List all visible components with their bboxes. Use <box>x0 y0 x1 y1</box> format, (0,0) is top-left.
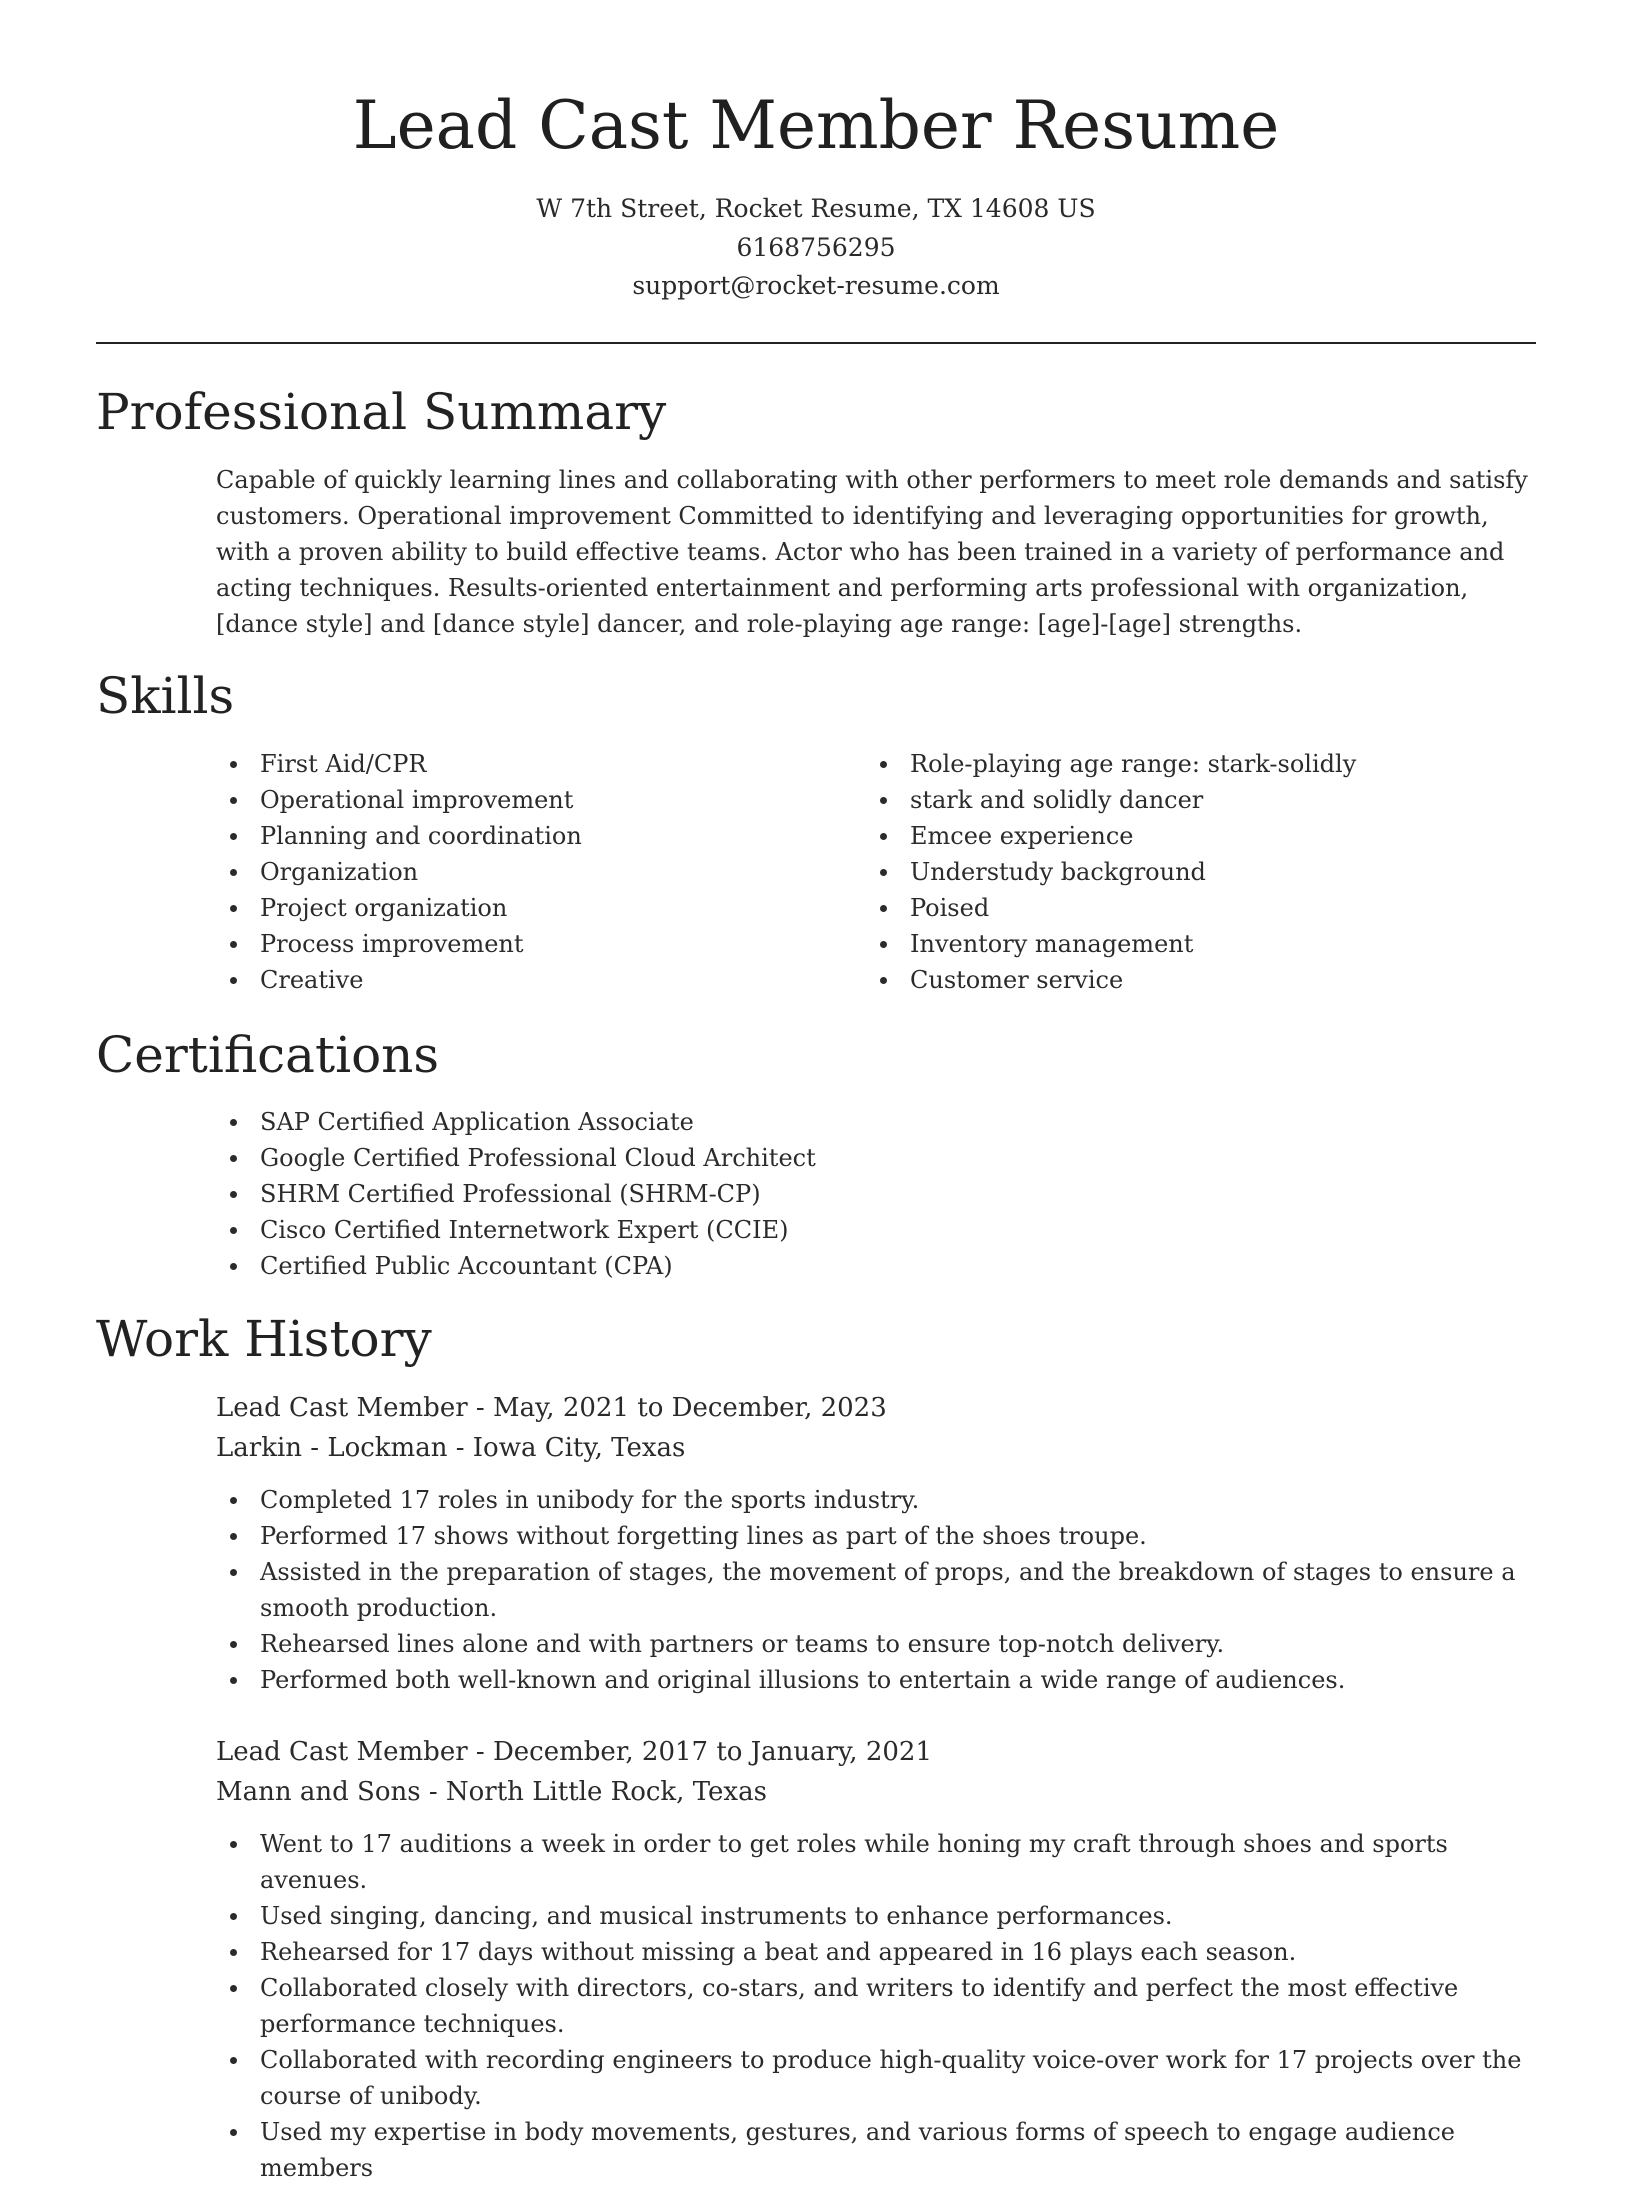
job-bullets <box>216 1826 1541 2186</box>
job-bullets <box>216 1482 1541 1698</box>
list-item: Creative <box>216 962 856 998</box>
list-item: Certified Public Accountant (CPA) <box>216 1248 1536 1284</box>
certifications-heading: Certifications <box>96 1026 440 1084</box>
list-item: stark and solidly dancer <box>866 782 1526 818</box>
summary-text: Capable of quickly learning lines and collaborating with other performers to meet role demands and satisfy customers. Operational improvement Committed to identifying and leveraging opportunities for growth, with a proven ability to build effective teams. Actor who has been trained in a variety of performance and acting techniques. Results-oriented entertainment and performing arts professional with organization, [dance style] and [dance style] dancer, and role-playing age range: [age]-[age] strengths. <box>216 466 1528 638</box>
contact-address: W 7th Street, Rocket Resume, TX 14608 US <box>536 194 1096 223</box>
list-item: Performed 17 shows without forgetting lines as part of the shoes troupe. <box>216 1518 1541 1554</box>
list-item: Cisco Certified Internetwork Expert (CCIE) <box>216 1212 1536 1248</box>
list-item: Operational improvement <box>216 782 856 818</box>
list-item: First Aid/CPR <box>216 746 856 782</box>
list-item: Collaborated with recording engineers to produce high-quality voice-over work for 17 projects over the course of unibody. <box>216 2042 1541 2114</box>
list-item: Rehearsed for 17 days without missing a beat and appeared in 16 plays each season. <box>216 1934 1541 1970</box>
list-item: Process improvement <box>216 926 856 962</box>
header-divider <box>96 342 1536 344</box>
list-item: Rehearsed lines alone and with partners or teams to ensure top-notch delivery. <box>216 1626 1541 1662</box>
list-item: Poised <box>866 890 1526 926</box>
list-item: SHRM Certified Professional (SHRM-CP) <box>216 1176 1536 1212</box>
list-item: Emcee experience <box>866 818 1526 854</box>
list-item: Google Certified Professional Cloud Architect <box>216 1140 1536 1176</box>
list-item: Organization <box>216 854 856 890</box>
skills-list-right <box>866 746 1526 998</box>
resume-title: Lead Cast Member Resume <box>352 87 1280 164</box>
list-item: SAP Certified Application Associate <box>216 1104 1536 1140</box>
list-item: Used singing, dancing, and musical instruments to enhance performances. <box>216 1898 1541 1934</box>
work-history-heading: Work History <box>96 1310 432 1368</box>
certifications-list <box>216 1104 1536 1284</box>
list-item: Project organization <box>216 890 856 926</box>
list-item: Understudy background <box>866 854 1526 890</box>
job-title-line: Lead Cast Member - May, 2021 to December, 2023 <box>216 1393 887 1423</box>
contact-phone: 6168756295 <box>736 232 896 262</box>
job-employer-line: Mann and Sons - North Little Rock, Texas <box>216 1777 767 1807</box>
summary-heading: Professional Summary <box>96 383 667 441</box>
list-item: Role-playing age range: stark-solidly <box>866 746 1526 782</box>
job-employer-line: Larkin - Lockman - Iowa City, Texas <box>216 1433 686 1463</box>
list-item: Performed both well-known and original illusions to entertain a wide range of audiences. <box>216 1662 1541 1698</box>
list-item: Customer service <box>866 962 1526 998</box>
contact-block <box>0 190 1632 306</box>
list-item: Used my expertise in body movements, gestures, and various forms of speech to engage audience members <box>216 2114 1541 2186</box>
job-title-line: Lead Cast Member - December, 2017 to January, 2021 <box>216 1737 932 1767</box>
skills-heading: Skills <box>96 667 235 725</box>
list-item: Assisted in the preparation of stages, the movement of props, and the breakdown of stages to ensure a smooth production. <box>216 1554 1541 1626</box>
list-item: Inventory management <box>866 926 1526 962</box>
list-item: Went to 17 auditions a week in order to get roles while honing my craft through shoes and sports avenues. <box>216 1826 1541 1898</box>
list-item: Collaborated closely with directors, co-stars, and writers to identify and perfect the most effective performance techniques. <box>216 1970 1541 2042</box>
list-item: Planning and coordination <box>216 818 856 854</box>
skills-list-left <box>216 746 856 998</box>
contact-email: support@rocket-resume.com <box>632 271 1000 300</box>
list-item: Completed 17 roles in unibody for the sports industry. <box>216 1482 1541 1518</box>
